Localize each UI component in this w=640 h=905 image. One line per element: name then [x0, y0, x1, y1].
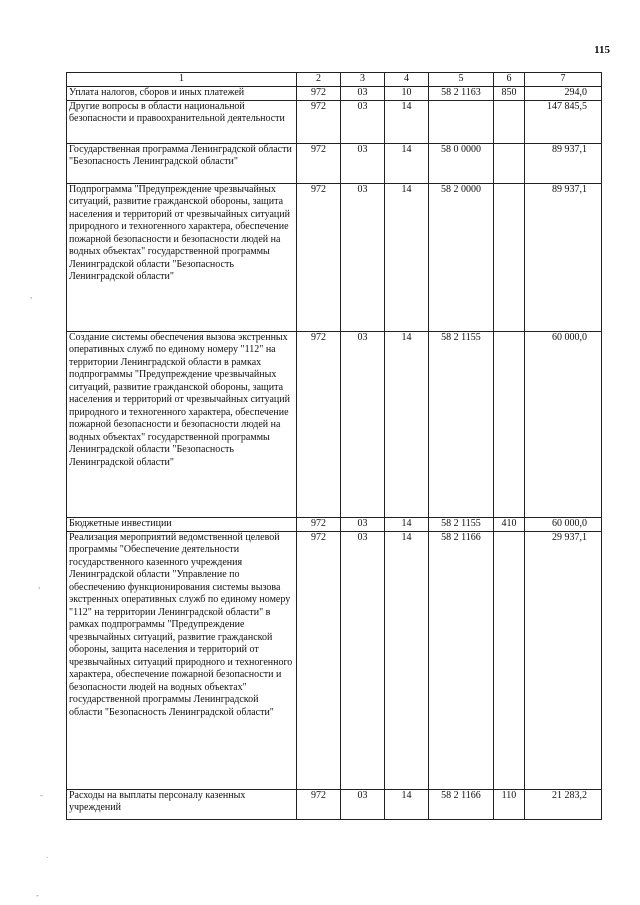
cell-c2: 972: [297, 143, 341, 183]
row-name: Создание системы обеспечения вызова экстренных оперативных служб по единому номеру "112" на территории Ленинградской области в рамках подпрограммы "Предупреждение чрезвычайных ситуаций, развитие гражданской обороны, защита населения и территорий от чрезвычайных ситуаций природного и техногенного характера, обеспечение пожарной безопасности и безопасности людей на водных объектах" государственной программы Ленинградской области "Безопасность Ленинградской области": [67, 331, 297, 517]
row-name: Подпрограмма "Предупреждение чрезвычайных ситуаций, развитие гражданской обороны, защита населения и территорий от чрезвычайных ситуаций природного и техногенного характера, обеспечение пожарной безопасности и безопасности людей на водных объектах" государственной программы Ленинградской области "Безопасность Ленинградской области": [67, 183, 297, 331]
scan-mark: -: [40, 790, 43, 800]
row-name: Уплата налогов, сборов и иных платежей: [67, 86, 297, 100]
table-row: [67, 517, 602, 531]
cell-c4: 10: [385, 86, 429, 100]
header-cell: 2: [297, 73, 341, 87]
cell-c6: [494, 531, 525, 789]
cell-c5: 58 2 1155: [429, 517, 494, 531]
cell-c4: 14: [385, 100, 429, 143]
table-row: [67, 331, 602, 517]
cell-c6: 410: [494, 517, 525, 531]
cell-c2: 972: [297, 789, 341, 819]
cell-c3: 03: [341, 183, 385, 331]
table-row: [67, 789, 602, 819]
header-cell: 6: [494, 73, 525, 87]
cell-c7: 60 000,0: [525, 331, 602, 517]
table-row: [67, 183, 602, 331]
cell-c2: 972: [297, 531, 341, 789]
cell-c3: 03: [341, 517, 385, 531]
cell-c7: 294,0: [525, 86, 602, 100]
cell-c7: 89 937,1: [525, 143, 602, 183]
cell-c5: 58 2 1155: [429, 331, 494, 517]
row-name: Расходы на выплаты персоналу казенных учреждений: [67, 789, 297, 819]
cell-c2: 972: [297, 331, 341, 517]
row-name: Реализация мероприятий ведомственной целевой программы "Обеспечение деятельности государственного казенного учреждения Ленинградской области "Управление по обеспечению функционирования системы вызова экстренных оперативных служб по единому номеру "112" на территории Ленинградской области" в рамках подпрограммы "Предупреждение чрезвычайных ситуаций, развитие гражданской обороны, защита населения и территорий от чрезвычайных ситуаций природного и техногенного характера, обеспечение пожарной безопасности и безопасности людей на водных объектах" государственной программы Ленинградской области "Безопасность Ленинградской области": [67, 531, 297, 789]
cell-c4: 14: [385, 143, 429, 183]
cell-c6: [494, 331, 525, 517]
cell-c7: 29 937,1: [525, 531, 602, 789]
cell-c3: 03: [341, 143, 385, 183]
cell-c7: 60 000,0: [525, 517, 602, 531]
table-row: [67, 531, 602, 789]
header-cell: 3: [341, 73, 385, 87]
page-number: 115: [594, 44, 610, 56]
header-cell: 4: [385, 73, 429, 87]
cell-c6: [494, 143, 525, 183]
cell-c5: 58 2 1166: [429, 789, 494, 819]
cell-c5: [429, 100, 494, 143]
budget-table: [66, 72, 602, 820]
row-name: Бюджетные инвестиции: [67, 517, 297, 531]
cell-c4: 14: [385, 789, 429, 819]
table-row: [67, 143, 602, 183]
cell-c3: 03: [341, 100, 385, 143]
header-cell: 5: [429, 73, 494, 87]
cell-c2: 972: [297, 100, 341, 143]
row-name: Государственная программа Ленинградской области "Безопасность Ленинградской области": [67, 143, 297, 183]
header-cell: 7: [525, 73, 602, 87]
cell-c5: 58 2 1166: [429, 531, 494, 789]
scan-mark: ,: [38, 580, 41, 590]
cell-c3: 03: [341, 531, 385, 789]
scan-mark: -: [36, 890, 39, 900]
table-row: [67, 100, 602, 143]
header-row: [67, 73, 602, 87]
cell-c5: 58 2 0000: [429, 183, 494, 331]
cell-c2: 972: [297, 517, 341, 531]
cell-c3: 03: [341, 789, 385, 819]
cell-c5: 58 0 0000: [429, 143, 494, 183]
cell-c6: 110: [494, 789, 525, 819]
scan-mark: .: [46, 850, 49, 860]
scan-mark: ,: [30, 290, 33, 300]
row-name: Другие вопросы в области национальной безопасности и правоохранительной деятельности: [67, 100, 297, 143]
cell-c2: 972: [297, 183, 341, 331]
cell-c4: 14: [385, 531, 429, 789]
cell-c4: 14: [385, 331, 429, 517]
table-row: [67, 86, 602, 100]
cell-c7: 21 283,2: [525, 789, 602, 819]
header-cell: 1: [67, 73, 297, 87]
cell-c3: 03: [341, 86, 385, 100]
cell-c6: [494, 183, 525, 331]
cell-c6: [494, 100, 525, 143]
cell-c7: 89 937,1: [525, 183, 602, 331]
cell-c2: 972: [297, 86, 341, 100]
cell-c4: 14: [385, 183, 429, 331]
cell-c4: 14: [385, 517, 429, 531]
cell-c6: 850: [494, 86, 525, 100]
cell-c5: 58 2 1163: [429, 86, 494, 100]
cell-c3: 03: [341, 331, 385, 517]
cell-c7: 147 845,5: [525, 100, 602, 143]
